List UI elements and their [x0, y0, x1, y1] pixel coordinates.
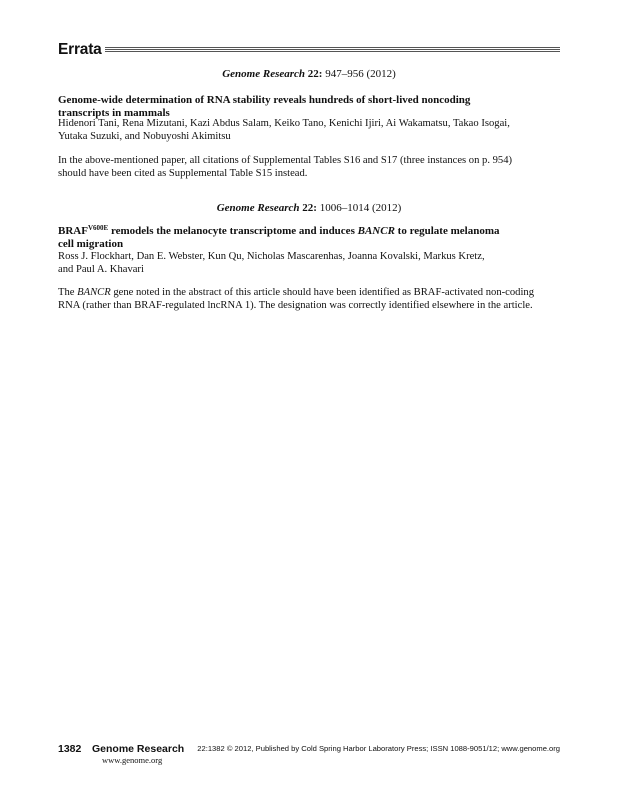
footer-copyright: 22:1382 © 2012, Published by Cold Spring Harbor Laboratory Press; ISSN 1088-9051/12; www.genome.org	[197, 744, 560, 753]
erratum1-authors-line2: Yutaka Suzuki, and Nobuyoshi Akimitsu	[58, 130, 231, 142]
erratum2-body-rest: gene noted in the abstract of this article should have been identified as BRAF-activated non-coding	[110, 287, 535, 298]
erratum2-title-gene: BANCR	[357, 225, 395, 237]
erratum2-body-line1	[58, 287, 562, 300]
erratum1-title	[58, 94, 560, 119]
erratum2-citation	[58, 202, 560, 215]
section-title: Errata	[58, 41, 102, 58]
erratum2-body-gene: BANCR	[77, 287, 111, 298]
erratum2-authors	[58, 251, 560, 276]
erratum1-authors-line1: Hidenori Tani, Rena Mizutani, Kazi Abdus Salam, Keiko Tano, Kenichi Ijiri, Ai Wakamatsu, Takao Isogai,	[58, 118, 510, 129]
page-number: 1382	[58, 743, 82, 755]
erratum2-title-mid: remodels the melanocyte transcriptome and induces	[108, 225, 358, 237]
erratum2-authors-line2: and Paul A. Khavari	[58, 263, 144, 275]
erratum1-authors	[58, 118, 560, 143]
erratum2-body	[58, 287, 562, 313]
erratum2-title	[58, 225, 560, 250]
erratum1-title-line2: transcripts in mammals	[58, 106, 170, 119]
footer-website: www.genome.org	[102, 755, 163, 765]
erratum2-title-line2: cell migration	[58, 237, 124, 250]
section-header	[58, 41, 560, 61]
erratum2-title-line1	[58, 225, 560, 238]
erratum2-title-end: to regulate melanoma	[394, 225, 500, 237]
erratum1-title-line1: Genome-wide determination of RNA stability reveals hundreds of short-lived noncoding	[58, 94, 471, 106]
erratum1-journal: Genome Research	[222, 68, 306, 80]
erratum1-body-line2: should have been cited as Supplemental Table S15 instead.	[58, 167, 308, 179]
header-rule	[105, 47, 560, 52]
footer-journal: Genome Research	[92, 743, 185, 755]
erratum1-body-line1: In the above-mentioned paper, all citations of Supplemental Tables S16 and S17 (three instances on p. 954)	[58, 155, 513, 166]
erratum2-journal: Genome Research	[216, 202, 300, 214]
erratum2-pages: 1006–1014 (2012)	[316, 202, 402, 214]
erratum2-title-braf: BRAF	[58, 225, 88, 237]
erratum1-body	[58, 155, 562, 181]
erratum2-title-mutation: V600E	[87, 224, 109, 232]
erratum1-pages: 947–956 (2012)	[322, 68, 396, 80]
erratum1-citation	[58, 68, 560, 81]
page-footer	[58, 743, 560, 773]
erratum2-authors-line1: Ross J. Flockhart, Dan E. Webster, Kun Qu, Nicholas Mascarenhas, Joanna Kovalski, Markus Kretz,	[58, 251, 485, 262]
erratum2-body-line2: RNA (rather than BRAF-regulated lncRNA 1). The designation was correctly identified elsewhere in the article.	[58, 299, 533, 311]
erratum2-body-start: The	[58, 287, 78, 298]
erratum2-volume: 22:	[302, 202, 317, 214]
erratum1-volume: 22:	[307, 68, 323, 80]
